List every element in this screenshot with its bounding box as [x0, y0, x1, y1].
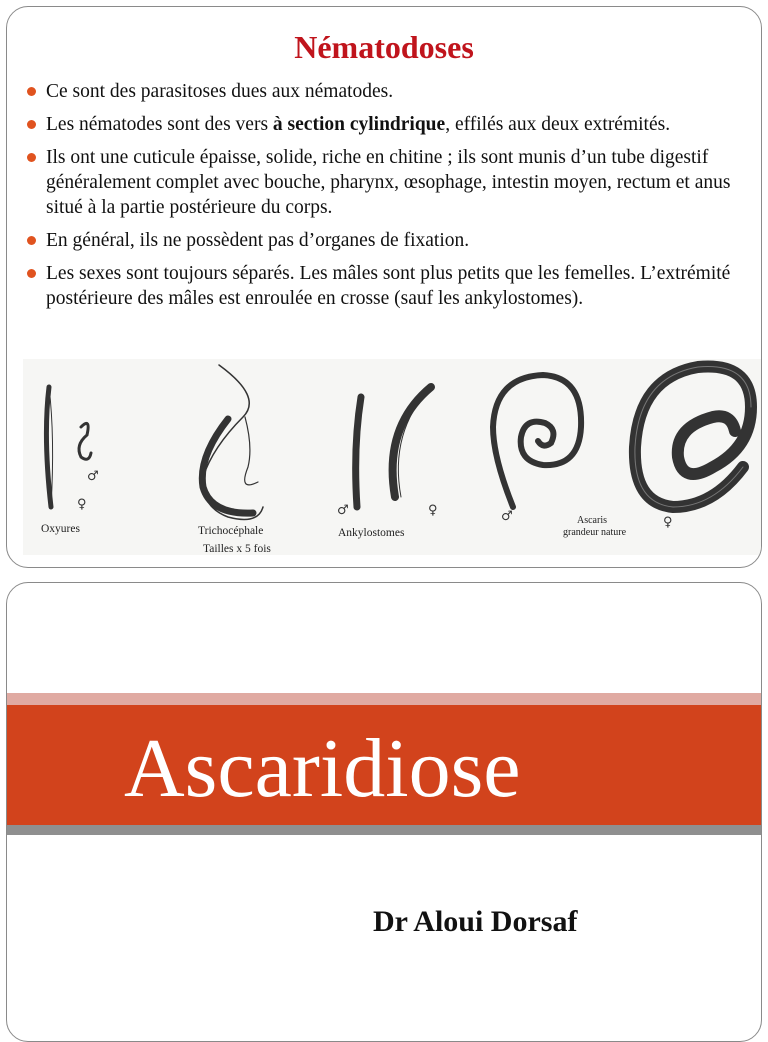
bullet-item	[21, 261, 751, 311]
slide-title: Ascaridiose	[124, 722, 521, 815]
female-symbol-icon: ♀	[77, 497, 87, 512]
author-name: Dr Aloui Dorsaf	[373, 905, 578, 938]
female-symbol-icon: ♀	[663, 515, 673, 530]
male-symbol-icon: ♂	[501, 509, 513, 524]
bullet-item	[21, 79, 751, 104]
bullet-item	[21, 145, 751, 220]
slide-title: Nématodoses	[294, 29, 474, 65]
bullet-list	[21, 79, 751, 319]
bullet-text: Les sexes sont toujours séparés. Les mâles sont plus petits que les femelles. L’extrémité postérieure des mâles est enroulée en crosse (sauf les ankylostomes).	[46, 263, 731, 309]
label-trichocephale: Trichocéphale	[198, 525, 264, 537]
worms-illustration	[23, 357, 762, 557]
bullet-dot-icon	[27, 236, 36, 245]
bullet-bold-text: à section cylindrique	[272, 114, 446, 135]
label-ankylostomes: Ankylostomes	[338, 527, 405, 539]
bullet-text: Ce sont des parasitoses dues aux nématodes.	[46, 81, 394, 102]
title-band-shadow	[7, 825, 761, 835]
male-symbol-icon: ♂	[87, 469, 99, 484]
bullet-text: En général, ils ne possèdent pas d’organes de fixation.	[46, 230, 470, 251]
bullet-dot-icon	[27, 269, 36, 278]
slide-ascaridiose	[6, 582, 762, 1042]
label-ascaris: Ascaris	[577, 515, 607, 526]
slide-nematodoses	[6, 6, 762, 568]
label-tailles: Tailles x 5 fois	[203, 543, 271, 555]
bullet-text: Ils ont une cuticule épaisse, solide, riche en chitine ; ils sont munis d’un tube digestif généralement complet avec bouche, pharynx, œsophage, intestin moyen, rectum et anus situé à la partie postérieure du corps.	[46, 147, 731, 218]
bullet-dot-icon	[27, 120, 36, 129]
male-symbol-icon: ♂	[337, 503, 349, 518]
bullet-dot-icon	[27, 153, 36, 162]
bullet-item	[21, 228, 751, 253]
bullet-text: Les nématodes sont des vers	[46, 114, 273, 135]
female-symbol-icon: ♀	[428, 503, 438, 518]
title-band-accent	[7, 693, 761, 705]
bullet-dot-icon	[27, 87, 36, 96]
label-oxyures: Oxyures	[41, 523, 80, 535]
label-grandeur-nature: grandeur nature	[563, 527, 627, 538]
bullet-text: , effilés aux deux extrémités.	[445, 114, 671, 135]
bullet-item	[21, 112, 751, 137]
